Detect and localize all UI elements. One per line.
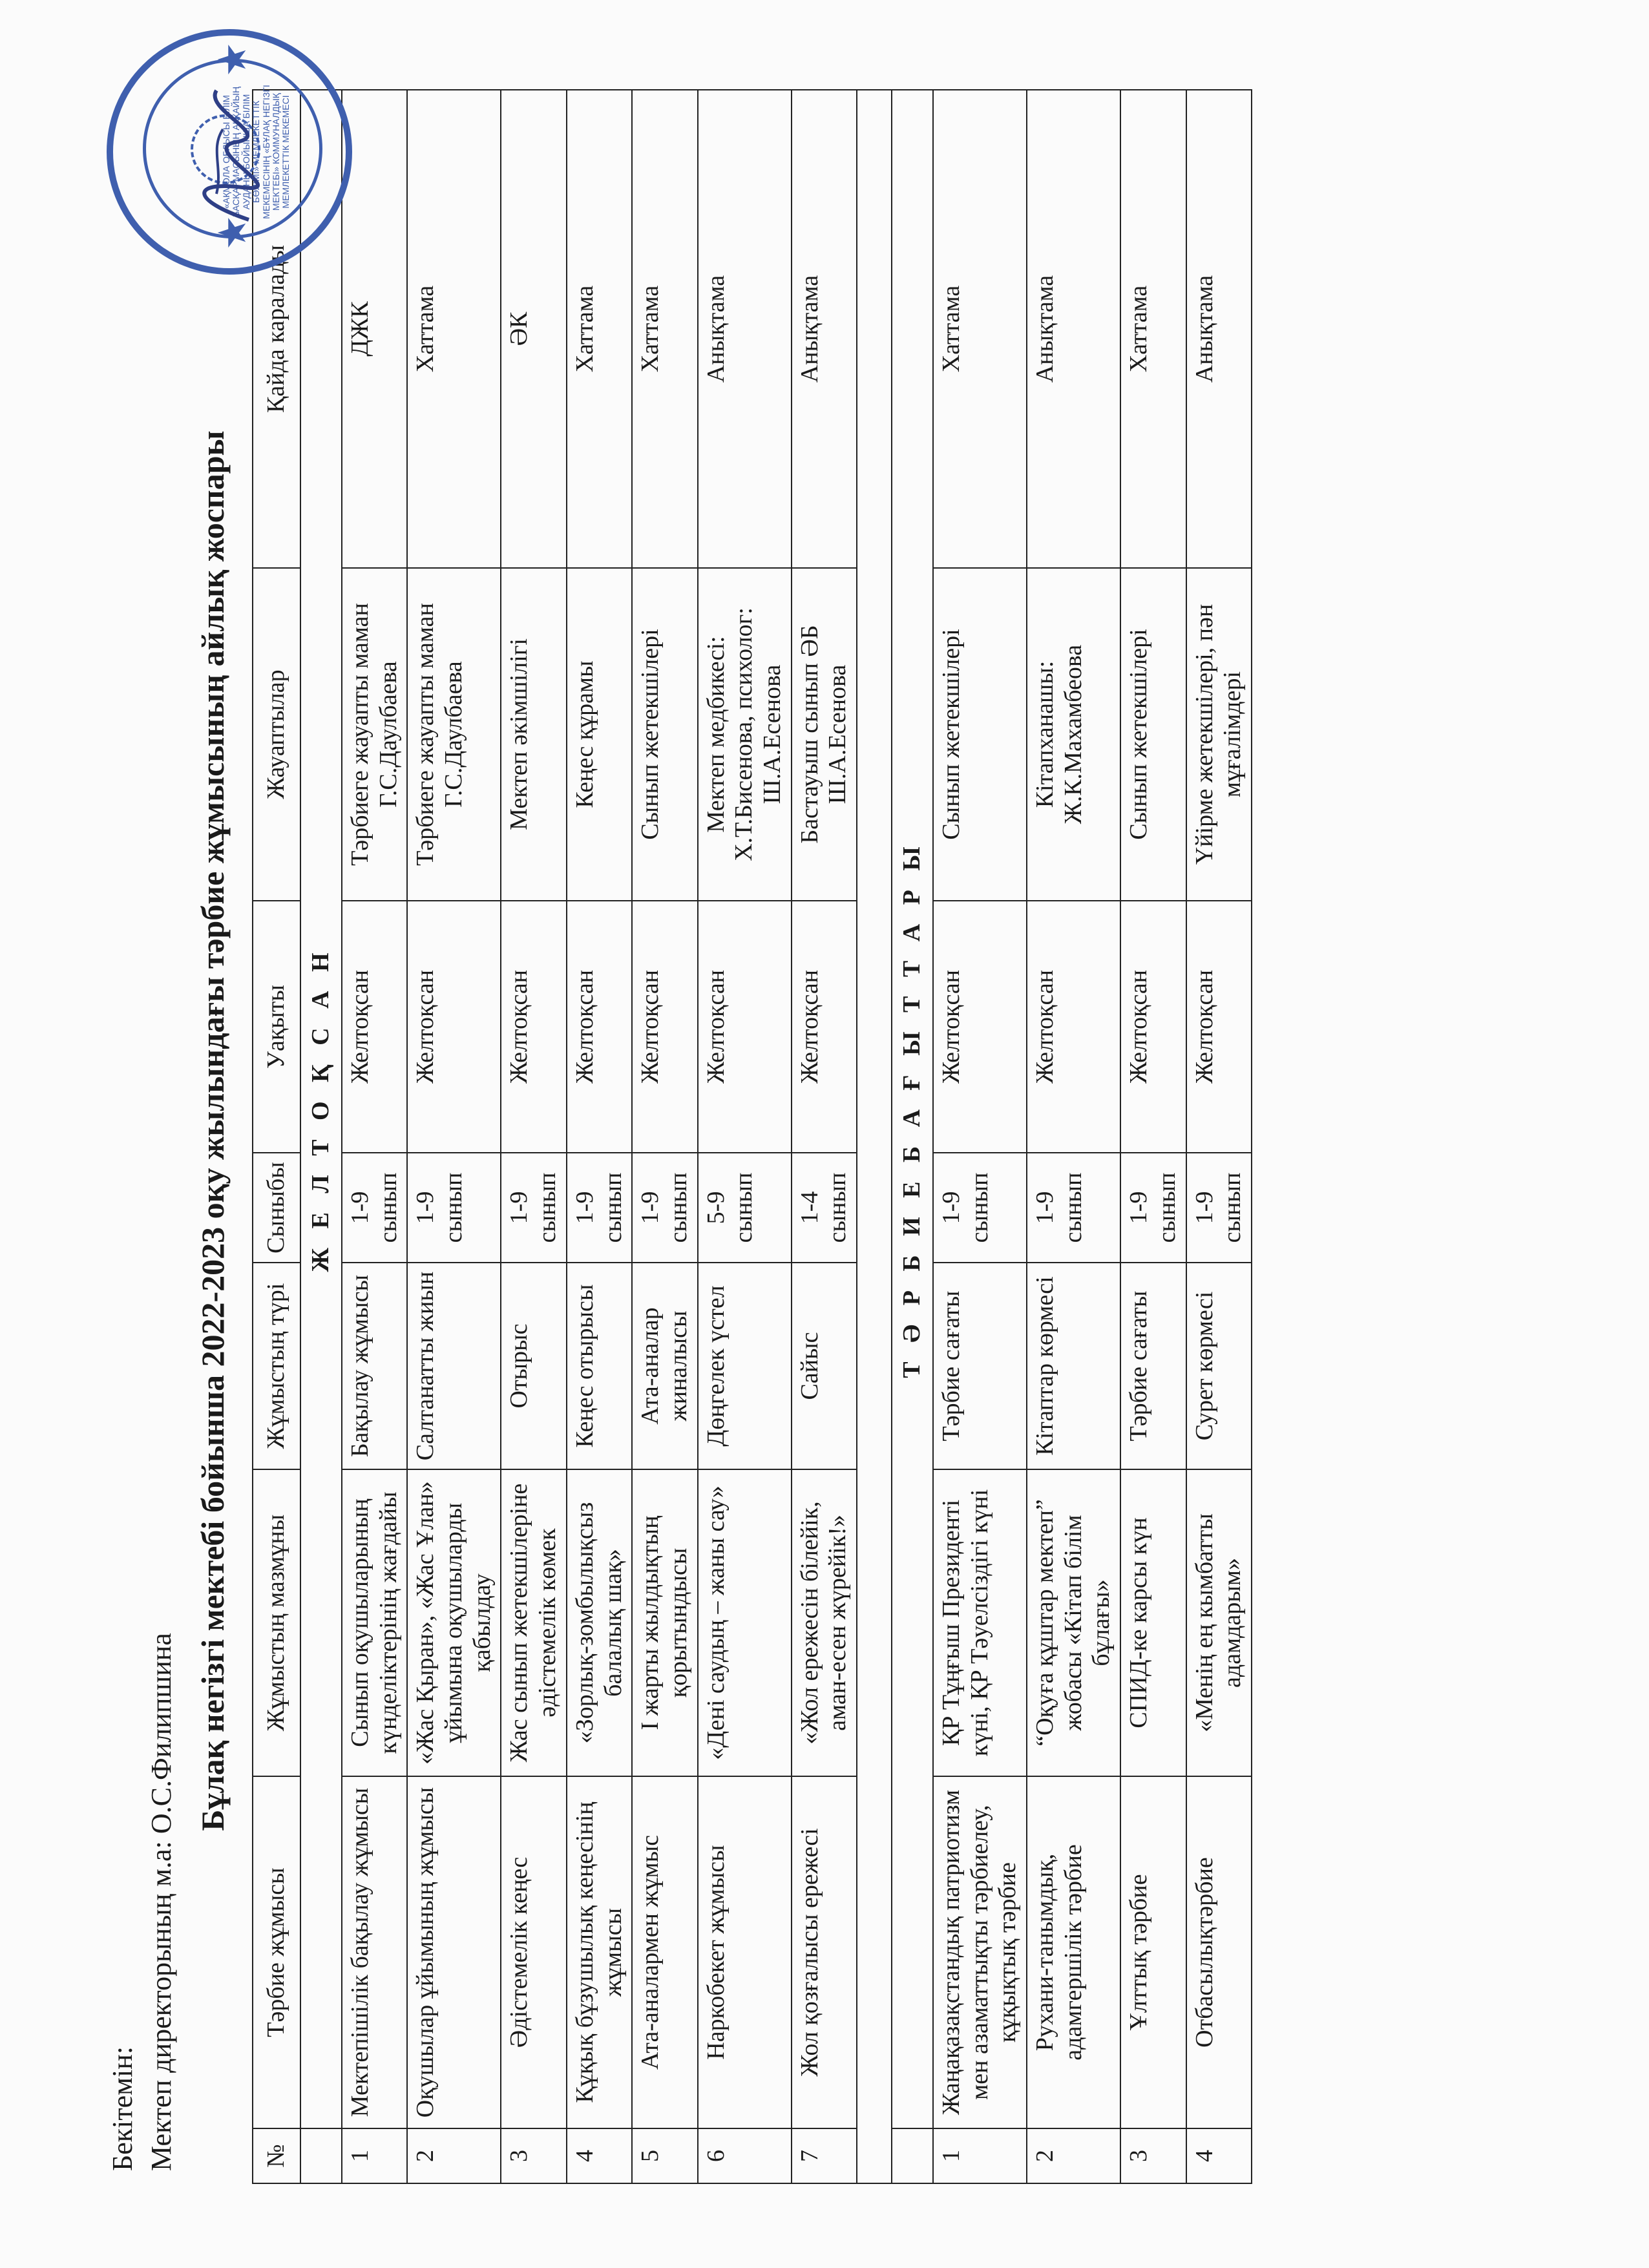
cell-type: Тәрбие сағаты <box>933 1263 1027 1469</box>
cell-num: 4 <box>1186 2128 1252 2183</box>
header-type: Жұмыстың түрі <box>253 1263 300 1469</box>
cell-work: Әдістемелік кеңес <box>501 1776 566 2128</box>
cell-where: Хаттама <box>567 90 632 568</box>
cell-responsible: Тәрбиеге жауапты маман Г.С.Даулбаева <box>342 568 407 901</box>
table-row <box>1120 90 1186 2183</box>
cell-where: Хаттама <box>933 90 1027 568</box>
section-blank <box>300 2128 342 2183</box>
cell-type: Тәрбие сағаты <box>1120 1263 1186 1469</box>
table-header-row <box>253 90 300 2183</box>
cell-where: Хаттама <box>407 90 501 568</box>
cell-time: Желтоқсан <box>1027 901 1120 1153</box>
table-row <box>698 90 792 2183</box>
cell-content: «Зорлық-зомбылықсыз балалық шақ» <box>567 1469 632 1776</box>
cell-time: Желтоқсан <box>792 901 857 1153</box>
section-directions-title: Т Ә Р Б И Е Б А Ғ Ы Т Т А Р Ы <box>892 90 933 2128</box>
cell-grade: 1-9 сынып <box>567 1153 632 1263</box>
cell-responsible: Кітапханашы: Ж.К.Махамбеова <box>1027 568 1120 901</box>
cell-where: Анықтама <box>792 90 857 568</box>
section-blank <box>892 2128 933 2183</box>
approver-name: Мектеп директорының м.а: О.С.Филипшина <box>145 1633 177 2171</box>
page-title: Бұлақ негізгі мектебі бойынша 2022-2023 оқу жылындағы тәрбие жұмысының айлық жоспары <box>194 430 231 1831</box>
header-content: Жұмыстың мазмұны <box>253 1469 300 1776</box>
cell-grade: 1-9 сынып <box>1120 1153 1186 1263</box>
cell-num: 3 <box>501 2128 566 2183</box>
cell-grade: 1-9 сынып <box>501 1153 566 1263</box>
cell-grade: 1-9 сынып <box>1186 1153 1252 1263</box>
cell-time: Желтоқсан <box>632 901 697 1153</box>
header-num: № <box>253 2128 300 2183</box>
cell-time: Желтоқсан <box>933 901 1027 1153</box>
cell-num: 3 <box>1120 2128 1186 2183</box>
cell-num: 5 <box>632 2128 697 2183</box>
cell-content: «Жол ережесін білейік, аман-есен жүрейік!» <box>792 1469 857 1776</box>
section-december-row <box>300 90 342 2183</box>
cell-work: Оқушылар ұйымының жұмысы <box>407 1776 501 2128</box>
cell-content: І жарты жылдықтың қорытындысы <box>632 1469 697 1776</box>
table-row <box>407 90 501 2183</box>
cell-where: Анықтама <box>1186 90 1252 568</box>
cell-content: ҚР Тұңғыш Президенті күні, ҚР Тәуелсіздігі күні <box>933 1469 1027 1776</box>
cell-grade: 1-9 сынып <box>632 1153 697 1263</box>
cell-where: ӘК <box>501 90 566 568</box>
cell-num: 2 <box>1027 2128 1120 2183</box>
section-directions-row <box>892 90 933 2183</box>
header-where: Қайда каралады <box>253 90 300 568</box>
cell-type: Сайыс <box>792 1263 857 1469</box>
cell-responsible: Бастауыш сынып ӘБ Ш.А.Есенова <box>792 568 857 901</box>
spacer-row <box>857 90 892 2183</box>
section-december-title: Ж Е Л Т О Қ С А Н <box>300 90 342 2128</box>
star-icon: ★ <box>211 42 254 77</box>
cell-where: ДЖК <box>342 90 407 568</box>
cell-grade: 1-9 сынып <box>1027 1153 1120 1263</box>
table-row <box>792 90 857 2183</box>
cell-content: Жас сынып жетекшілеріне әдістемелік көмек <box>501 1469 566 1776</box>
cell-work: Жаңақазақстандық патриотизм мен азаматтықты тәрбиелеу, құқықтық тәрбие <box>933 1776 1027 2128</box>
cell-type: Бақылау жұмысы <box>342 1263 407 1469</box>
cell-time: Желтоқсан <box>1120 901 1186 1153</box>
cell-grade: 5-9 сынып <box>698 1153 792 1263</box>
cell-work: Рухани-танымдық, адамгершілік тәрбие <box>1027 1776 1120 2128</box>
cell-responsible: Сынып жетекшілері <box>632 568 697 901</box>
cell-work: Отбасылықтәрбие <box>1186 1776 1252 2128</box>
work-plan-table <box>252 89 1252 2184</box>
cell-num: 1 <box>342 2128 407 2183</box>
signature-mark <box>178 84 275 226</box>
cell-time: Желтоқсан <box>501 901 566 1153</box>
cell-type: Кітаптар көрмесі <box>1027 1263 1120 1469</box>
cell-responsible: Үйірме жетекшілері, пән мұғалімдері <box>1186 568 1252 901</box>
table-row <box>1186 90 1252 2183</box>
approved-label: Бекітемін: <box>107 2046 138 2171</box>
cell-work: Ата-аналармен жұмыс <box>632 1776 697 2128</box>
table-row <box>1027 90 1120 2183</box>
cell-num: 7 <box>792 2128 857 2183</box>
table-row <box>342 90 407 2183</box>
cell-work: Мектепішілік бақылау жұмысы <box>342 1776 407 2128</box>
header-responsible: Жауаптылар <box>253 568 300 901</box>
stamp-text: «АҚМОЛА ОБЛЫСЫ БІЛІМ БАСҚАРМАСЫНЫҢ АҚҚАЙЫҢ АУДАНЫ БОЙЫНША БІЛІМ БӨЛІМІ» МЕМЛЕКЕТТІК МЕКЕМЕСІНІҢ «БҰЛАҚ НЕГІЗГІ МЕКТЕБІ» КОММУНАЛДЫҚ МЕМЛЕКЕТТІК МЕКЕМЕСІ <box>221 85 291 219</box>
cell-time: Желтоқсан <box>1186 901 1252 1153</box>
cell-responsible: Сынып жетекшілері <box>1120 568 1186 901</box>
table-row <box>933 90 1027 2183</box>
cell-time: Желтоқсан <box>342 901 407 1153</box>
cell-grade: 1-9 сынып <box>342 1153 407 1263</box>
cell-where: Хаттама <box>632 90 697 568</box>
header-grade: Сыныбы <box>253 1153 300 1263</box>
table-row <box>501 90 566 2183</box>
cell-grade: 1-9 сынып <box>933 1153 1027 1263</box>
cell-content: «Жас Қыран», «Жас Ұлан» ұйымына оқушыларды қабылдау <box>407 1469 501 1776</box>
rotated-sheet <box>97 42 1570 2184</box>
cell-type: Отырыс <box>501 1263 566 1469</box>
cell-work: Наркобекет жұмысы <box>698 1776 792 2128</box>
cell-content: «Менің ең кымбатты адамдарым» <box>1186 1469 1252 1776</box>
table-row <box>567 90 632 2183</box>
cell-type: Ата-аналар жиналысы <box>632 1263 697 1469</box>
cell-responsible: Тәрбиеге жауапты маман Г.С.Даулбаева <box>407 568 501 901</box>
cell-content: «Дені саудың – жаны сау» <box>698 1469 792 1776</box>
cell-responsible: Мектеп медбикесі: Х.Т.Бисенова, психолог: Ш.А.Есенова <box>698 568 792 901</box>
cell-num: 6 <box>698 2128 792 2183</box>
cell-content: “Оқуға құштар мектеп” жобасы «Кітап білім бұлағы» <box>1027 1469 1120 1776</box>
cell-type: Дөңгелек үстел <box>698 1263 792 1469</box>
cell-responsible: Сынып жетекшілері <box>933 568 1027 901</box>
cell-work: Құқық бұзушылық кеңесінің жұмысы <box>567 1776 632 2128</box>
cell-num: 1 <box>933 2128 1027 2183</box>
cell-type: Сурет көрмесі <box>1186 1263 1252 1469</box>
cell-where: Анықтама <box>698 90 792 568</box>
cell-content: СПИД-ке карсы күн <box>1120 1469 1186 1776</box>
cell-grade: 1-9 сынып <box>407 1153 501 1263</box>
cell-time: Желтоқсан <box>567 901 632 1153</box>
cell-responsible: Кеңес құрамы <box>567 568 632 901</box>
cell-num: 4 <box>567 2128 632 2183</box>
cell-where: Анықтама <box>1027 90 1120 568</box>
header-time: Уақыты <box>253 901 300 1153</box>
cell-type: Кеңес отырысы <box>567 1263 632 1469</box>
cell-time: Желтоқсан <box>698 901 792 1153</box>
table-row <box>632 90 697 2183</box>
cell-grade: 1-4 сынып <box>792 1153 857 1263</box>
cell-responsible: Мектеп әкімшілігі <box>501 568 566 901</box>
star-icon: ★ <box>211 215 254 250</box>
header-work: Тәрбие жұмысы <box>253 1776 300 2128</box>
cell-type: Салтанатты жиын <box>407 1263 501 1469</box>
cell-where: Хаттама <box>1120 90 1186 568</box>
cell-work: Жол қозғалысы ережесі <box>792 1776 857 2128</box>
approval-block <box>103 1633 181 2171</box>
cell-time: Желтоқсан <box>407 901 501 1153</box>
cell-work: Ұлттық тәрбие <box>1120 1776 1186 2128</box>
cell-num: 2 <box>407 2128 501 2183</box>
cell-content: Сынып оқушыларының күнделіктерінің жағдайы <box>342 1469 407 1776</box>
